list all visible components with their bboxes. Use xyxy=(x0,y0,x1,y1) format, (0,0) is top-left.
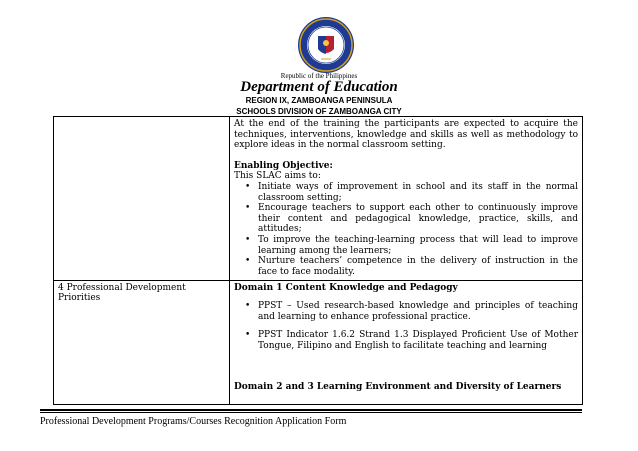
enabling-objective-lead: This SLAC aims to: xyxy=(234,171,321,182)
priorities-label-cell: 4 Professional Development Priorities xyxy=(54,280,230,405)
objectives-content-cell xyxy=(230,117,583,281)
objectives-label-cell xyxy=(54,117,230,281)
domain-1-heading: Domain 1 Content Knowledge and Pedagogy xyxy=(234,282,458,293)
footer-divider-thin xyxy=(40,412,582,413)
general-objective-text: At the end of the training the participants are expected to acquire the techniques, interventions, knowledge and skills as well as methodology to explore ideas in the normal classroom setting. xyxy=(234,119,578,151)
form-table xyxy=(53,116,583,405)
list-item: • Nurture teachers’ competence in the delivery of instruction in the face to face modality. xyxy=(258,256,578,277)
footer-divider xyxy=(40,409,582,411)
objectives-row xyxy=(54,117,583,281)
republic-line: Republic of the Philippines xyxy=(280,72,358,80)
list-item: • Initiate ways of improvement in school and its staff in the normal classroom setting; xyxy=(258,182,578,203)
list-item: • To improve the teaching-learning process that will lead to improve learning among the learners; xyxy=(258,235,578,256)
ppst-list xyxy=(234,301,578,351)
priorities-row xyxy=(54,280,583,405)
deped-seal-logo xyxy=(297,16,355,74)
region-line: REGION IX, ZAMBOANGA PENINSULA xyxy=(245,96,393,105)
domain-2-3-heading: Domain 2 and 3 Learning Environment and Diversity of Learners xyxy=(234,381,562,392)
list-item: • Encourage teachers to support each other to continuously improve their content and pedagogical knowledge, practice, skills, and attitudes; xyxy=(258,203,578,235)
footer-text: Professional Development Programs/Courses Recognition Application Form xyxy=(40,416,347,427)
division-line: SCHOOLS DIVISION OF ZAMBOANGA CITY xyxy=(236,107,402,116)
enabling-objective-list xyxy=(234,182,578,277)
list-item: • PPST Indicator 1.6.2 Strand 1.3 Displayed Proficient Use of Mother Tongue, Filipino and English to facilitate teaching and learning xyxy=(258,330,578,351)
enabling-objective-title: Enabling Objective: xyxy=(234,160,333,171)
department-title: Department of Education xyxy=(240,79,398,95)
list-item: • PPST – Used research-based knowledge and principles of teaching and learning to enhance professional practice. xyxy=(258,301,578,322)
priorities-content-cell xyxy=(230,280,583,405)
